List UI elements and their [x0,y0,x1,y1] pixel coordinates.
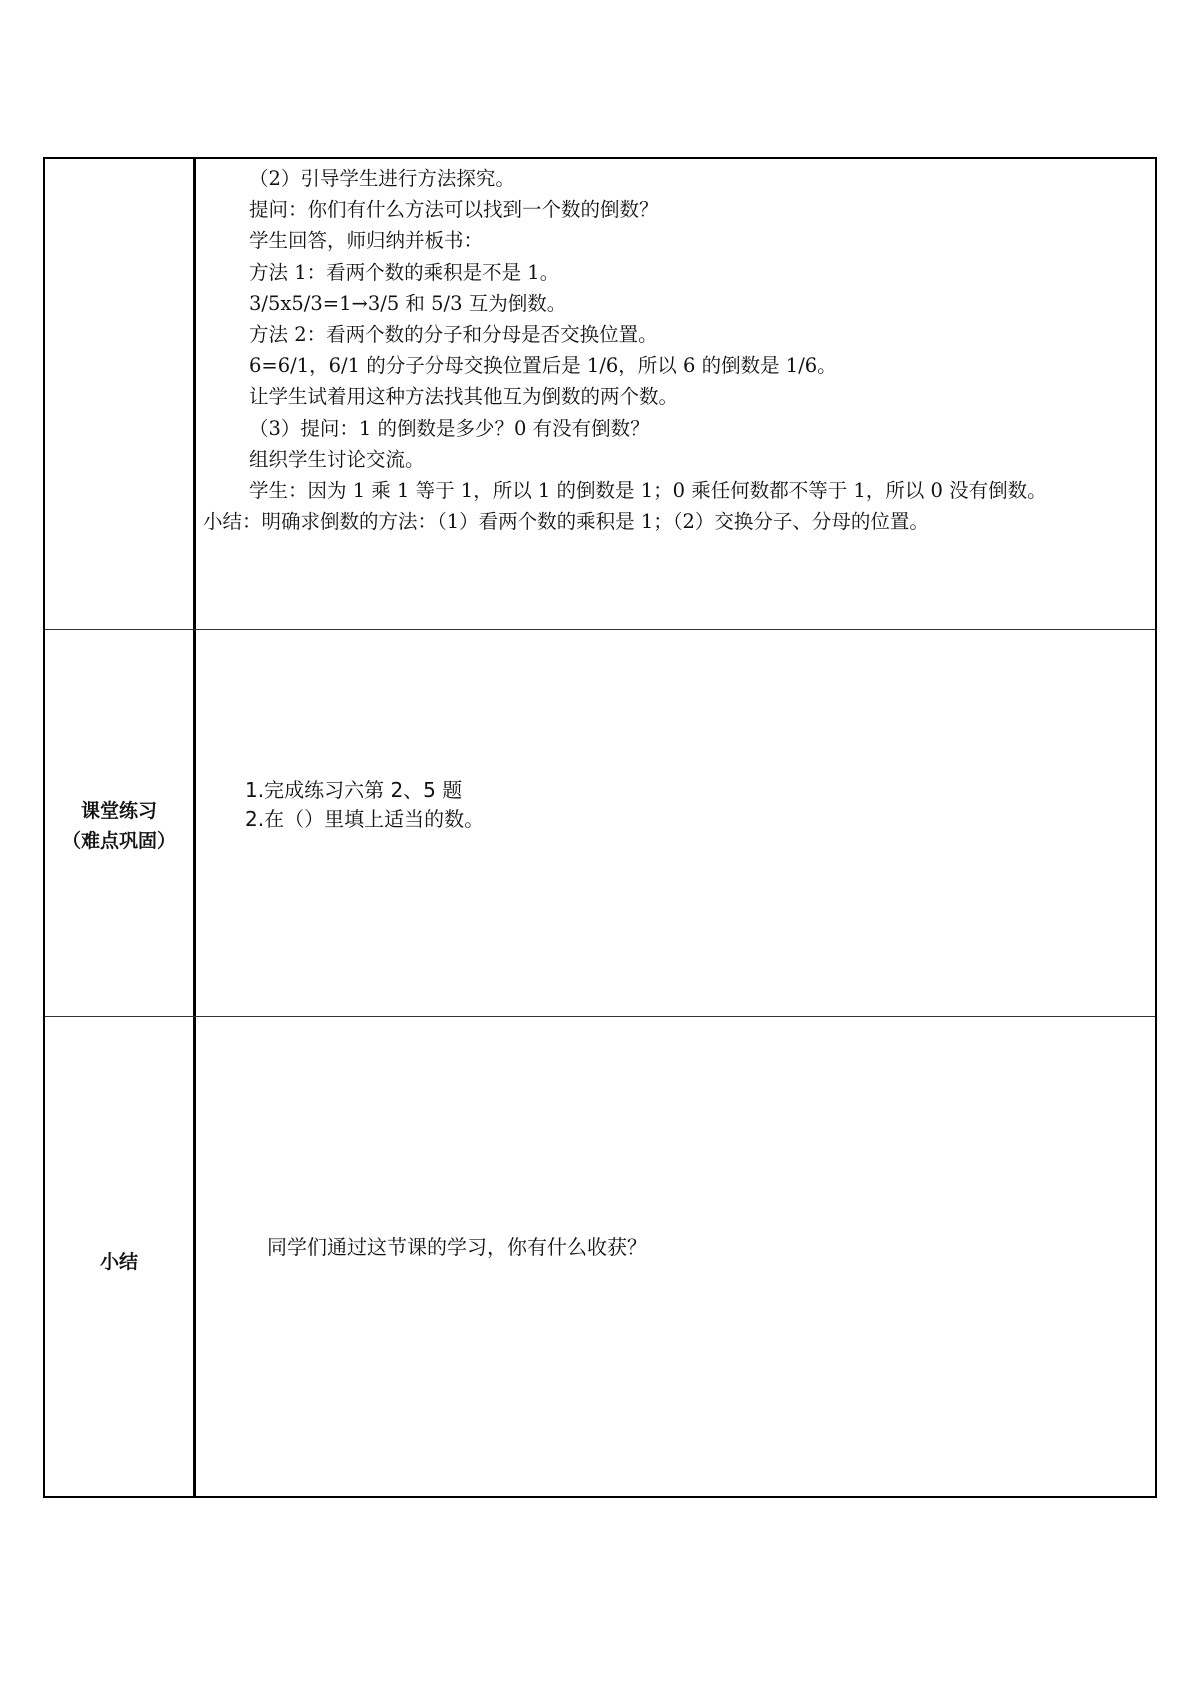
practice-label-line2: （难点巩固） [61,830,176,852]
student-answer-paragraph: 学生：因为 1 乘 1 等于 1，所以 1 的倒数是 1；0 乘任何数都不等于 1，所以 0 没有倒数。 [249,479,1047,503]
practice-cell [245,776,1191,834]
text-line: 提问：你们有什么方法可以找到一个数的倒数？ [249,198,659,222]
summary-question: 同学们通过这节课的学习，你有什么收获？ [267,1235,647,1259]
text-line: 组织学生讨论交流。 [249,447,425,471]
text-line: 3/5x5/3=1→3/5 和 5/3 互为倒数。 [249,291,567,315]
practice-label-line1: 课堂练习 [80,800,157,822]
text-line: （2）引导学生进行方法探究。 [249,167,515,190]
practice-item: 1.完成练习六第 2、5 题 [245,778,463,802]
text-line: 方法 1：看两个数的乘积是不是 1。 [249,260,560,284]
column-divider [193,159,196,1496]
lesson-plan-table [43,157,1157,1498]
row-divider [45,1016,1155,1017]
text-line: （3）提问：1 的倒数是多少？0 有没有倒数？ [249,416,650,440]
text-line: 方法 2：看两个数的分子和分母是否交换位置。 [249,323,658,347]
text-line: 让学生试着用这种方法找其他互为倒数的两个数。 [249,385,679,409]
summary-label: 小结 [99,1251,138,1273]
summary-line: 小结：明确求倒数的方法：（1）看两个数的乘积是 1；（2）交换分子、分母的位置。 [203,510,929,534]
method-exploration-cell [203,163,1153,537]
practice-item: 2.在（）里填上适当的数。 [245,807,485,831]
text-line: 6=6/1，6/1 的分子分母交换位置后是 1/6，所以 6 的倒数是 1/6。 [249,354,837,378]
text-line: 学生回答，师归纳并板书： [249,229,484,253]
practice-label [45,796,193,856]
summary-cell [267,1232,1191,1262]
row-divider [45,629,1155,630]
